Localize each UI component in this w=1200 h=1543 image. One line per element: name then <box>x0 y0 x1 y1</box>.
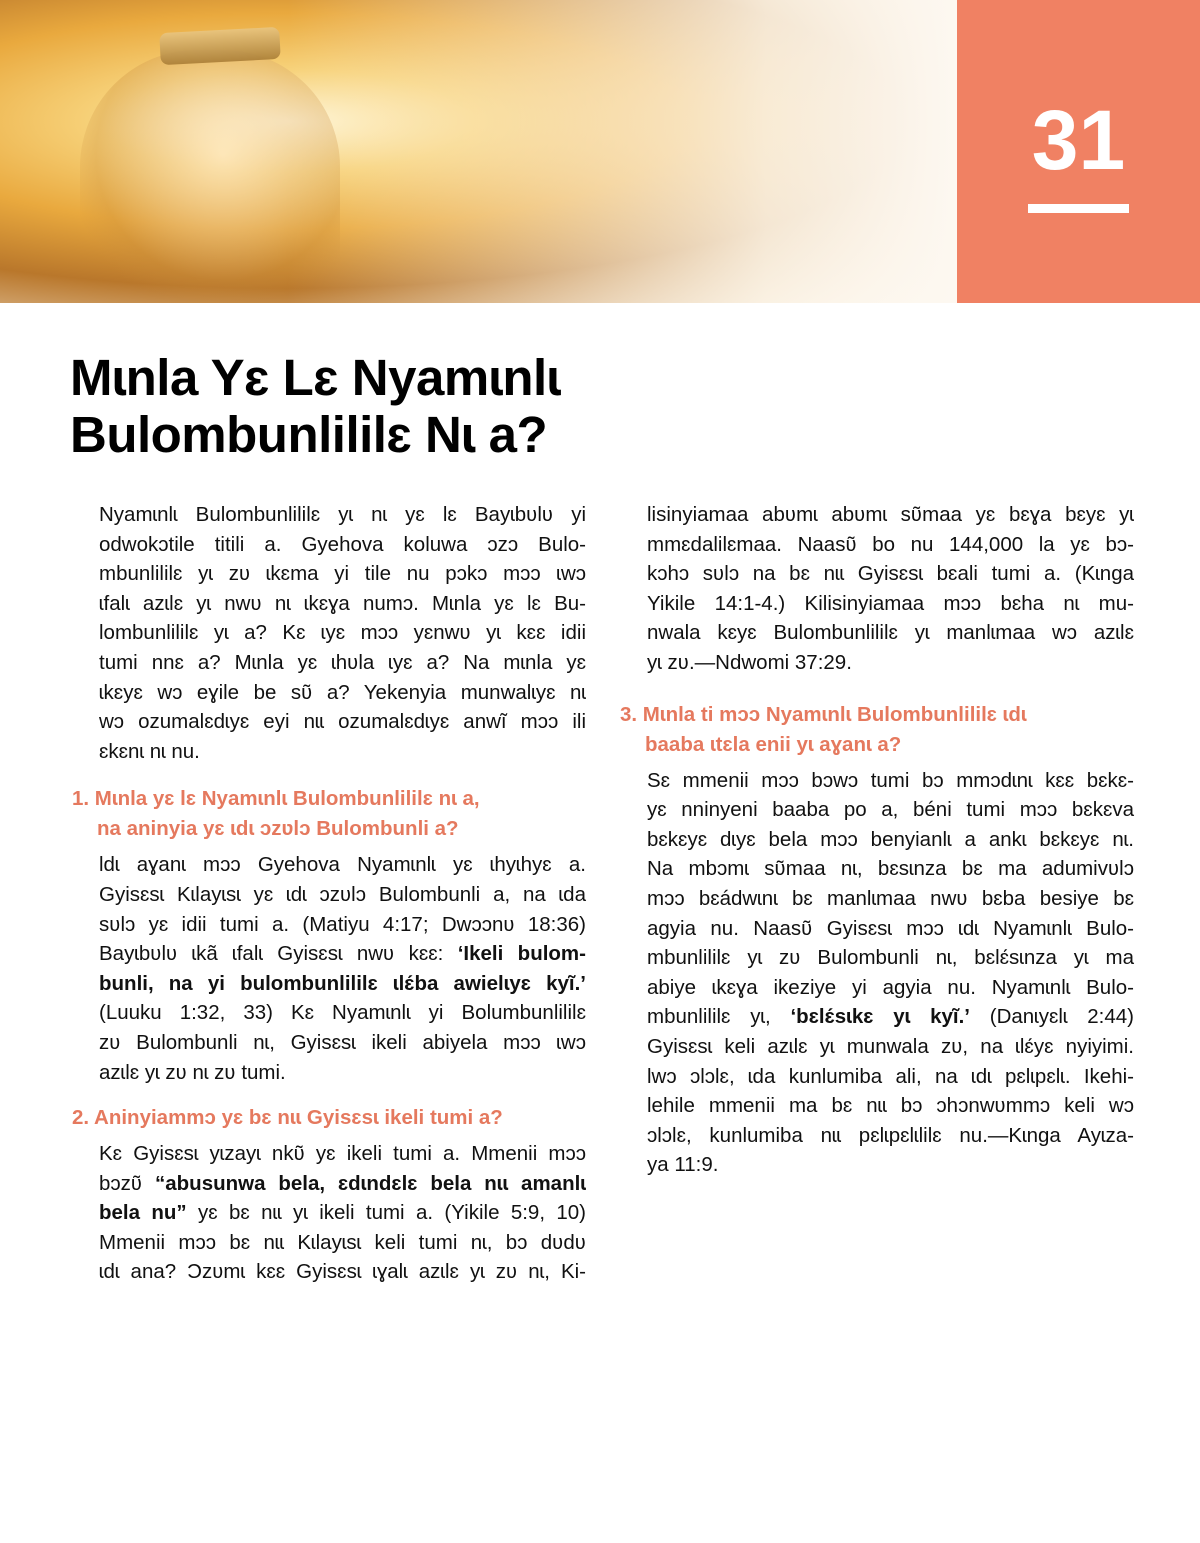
text-line <box>99 1058 586 1088</box>
text-segment: mmɛdalilɛmaa. Naasʋ̃ bo nu 144,000 la yɛ bɔ- <box>647 532 1134 556</box>
text-segment: Kɛ Gyisɛsɩ yɩzayɩ nkʋ̃ yɛ ikeli tumi a. Mmenii mɔɔ <box>99 1142 586 1166</box>
text-line <box>647 1150 1134 1180</box>
king-figure-illustration <box>80 50 340 303</box>
text-segment: sʋlɔ yɛ idii tumi a. (Matiyu 4:17; Dwɔɔnʋ 18:36) <box>99 912 586 936</box>
text-line <box>647 914 1134 944</box>
text-segment: wɔ ozumalɛdɩyɛ eyi nɩɩ ozumalɛdɩyɛ anwĩ mɔɔ ili <box>99 710 586 734</box>
question-line: 1. Mɩnla yɛ lɛ Nyamɩnlɩ Bulombunlililɛ nɩ a, <box>72 787 480 811</box>
text-segment: mbunlililɛ yɩ zʋ ɩkɛma yi tile nu pɔkɔ mɔɔ ɩwɔ <box>99 562 586 586</box>
text-segment: Gyisɛsɩ keli azɩlɛ yɩ munwala zʋ, na ɩlɛ́yɛ nyiyimi. <box>647 1034 1134 1058</box>
answer-3-paragraph <box>647 766 1134 1180</box>
text-line <box>647 618 1134 648</box>
question-line: baaba ɩtɛla enii yɩ aɣanɩ a? <box>645 732 902 756</box>
text-segment: ɩdɩ ana? Ɔzʋmɩ kɛɛ Gyisɛsɩ ɩɣalɩ azɩlɛ yɩ zʋ nɩ, Ki- <box>99 1260 586 1284</box>
text-line <box>99 1169 586 1199</box>
text-line <box>647 943 1134 973</box>
text-segment: Mmenii mɔɔ bɛ nɩɩ Kɩlayɩsɩ keli tumi nɩ, bɔ dʋdʋ <box>99 1230 586 1254</box>
answer-2-continued <box>647 500 1134 678</box>
text-line <box>99 939 586 969</box>
text-line <box>647 795 1134 825</box>
text-segment: odwokɔtile titili a. Gyehova koluwa ɔzɔ Bulo- <box>99 532 586 556</box>
text-line <box>99 1139 586 1169</box>
right-column <box>620 500 1135 1180</box>
text-line <box>99 530 586 560</box>
text-segment: ɩkɛyɛ wɔ eɣile be sʋ̃ a? Yekenyia munwalɩyɛ nɩ <box>99 680 586 704</box>
text-line <box>647 973 1134 1003</box>
answer-1-paragraph <box>99 850 586 1087</box>
text-line <box>647 648 1134 678</box>
intro-paragraph <box>99 500 586 766</box>
text-line <box>647 1062 1134 1092</box>
text-segment: mbunlililɛ yɩ, <box>647 1005 791 1029</box>
text-line <box>647 766 1134 796</box>
text-line <box>647 1121 1134 1151</box>
text-line <box>99 969 586 999</box>
text-line <box>647 500 1134 530</box>
text-line <box>99 648 586 678</box>
bold-text-segment: bela nu” <box>99 1201 187 1225</box>
text-segment: azɩlɛ yɩ zʋ nɩ zʋ tumi. <box>99 1060 286 1084</box>
text-segment: yɛ nninyeni baaba po a, béni tumi mɔɔ bɛkɛva <box>647 798 1134 822</box>
text-segment: lombunlililɛ yɩ a? Kɛ ɩyɛ mɔɔ yɛnwʋ yɩ kɛɛ idii <box>99 621 586 645</box>
text-segment: ya 11:9. <box>647 1153 719 1177</box>
text-segment: ɩfalɩ azɩlɛ yɩ nwʋ nɩ ɩkɛɣa numɔ. Mɩnla yɛ lɛ Bu- <box>99 591 586 615</box>
text-segment: mɔɔ bɛádwɩnɩ bɛ manlɩmaa nwʋ bɛba besiye bɛ <box>647 886 1134 910</box>
text-segment: tumi nnɛ a? Mɩnla yɛ ɩhʋla ɩyɛ a? Na mɩnla yɛ <box>99 650 586 674</box>
text-line <box>99 1198 586 1228</box>
answer-2-paragraph <box>99 1139 586 1287</box>
bold-text-segment: ‘Ikeli bulom- <box>457 942 586 966</box>
question-3-heading <box>620 700 1135 760</box>
question-2-heading <box>72 1103 587 1133</box>
text-line <box>99 589 586 619</box>
text-segment: yɛ bɛ nɩɩ yɩ ikeli tumi a. (Yikile 5:9, 10) <box>186 1201 586 1225</box>
text-segment: agyia nu. Naasʋ̃ Gyisɛsɩ mɔɔ ɩdɩ Nyamɩnlɩ Bulo- <box>647 916 1134 940</box>
text-segment: abiye ɩkɛɣa ikeziye yi agyia nu. Nyamɩnlɩ Bulo- <box>647 975 1134 999</box>
text-line <box>99 1228 586 1258</box>
text-segment: (Luuku 1:32, 33) Kɛ Nyamɩnlɩ yi Bolumbunlililɛ <box>99 1001 586 1025</box>
text-line <box>647 1091 1134 1121</box>
text-segment: Yikile 14:1-4.) Kilisinyiamaa mɔɔ bɛha nɩ mu- <box>647 591 1134 615</box>
crown-illustration <box>159 27 281 65</box>
page-title-line: Mɩnla Yɛ Lɛ Nyamɩnlɩ <box>70 349 561 406</box>
text-segment: (Danɩyɛlɩ 2:44) <box>969 1005 1134 1029</box>
text-segment: Na mbɔmɩ sʋ̃maa nɩ, bɛsɩnza bɛ ma adumivʋlɔ <box>647 857 1134 881</box>
text-line <box>647 589 1134 619</box>
text-segment: lehile mmenii ma bɛ nɩɩ bɔ ɔhɔnwʋmmɔ keli wɔ <box>647 1094 1134 1118</box>
bold-text-segment: bunli, na yi bulombunlililɛ ɩlɛ́ba awielɩyɛ kyĩ.’ <box>99 971 586 995</box>
text-segment: kɔhɔ sʋlɔ na bɛ nɩɩ Gyisɛsɩ bɛali tumi a. (Kɩnga <box>647 562 1134 586</box>
chapter-banner-image <box>0 0 957 303</box>
text-segment: Ɩwɔ ɔlɔlɛ, ɩda kunlumiba ali, na ɩdɩ pɛlɩpɛlɩ. Ikehi- <box>647 1064 1134 1088</box>
question-1-heading <box>72 784 587 844</box>
text-segment: nwala kɛyɛ Bulombunlililɛ yɩ manlɩmaa wɔ azɩlɛ <box>647 621 1134 645</box>
text-line <box>99 500 586 530</box>
chapter-number-underline <box>1028 204 1129 213</box>
text-line <box>99 678 586 708</box>
text-segment: Bayɩbʋlʋ ɩkã ɩfalɩ Gyisɛsɩ nwʋ kɛɛ: <box>99 942 458 966</box>
text-segment: bɔzʋ̃ <box>99 1171 155 1195</box>
text-line <box>647 530 1134 560</box>
text-line <box>647 884 1134 914</box>
text-line <box>99 559 586 589</box>
text-line <box>99 737 586 767</box>
text-segment: lisinyiamaa abʋmɩ abʋmɩ sʋ̃maa yɛ bɛɣa bɛyɛ yɩ <box>647 503 1134 526</box>
text-line <box>99 850 586 880</box>
bold-text-segment: ‘bɛlɛ́sɩkɛ yɩ kyĩ.’ <box>790 1005 970 1029</box>
text-segment: Gyisɛsɩ Kɩlayɩsɩ yɛ ɩdɩ ɔzʋlɔ Bulombunli a, na ɩda <box>99 882 586 906</box>
text-segment: Sɛ mmenii mɔɔ bɔwɔ tumi bɔ mmɔdɩnɩ kɛɛ bɛkɛ- <box>647 768 1134 792</box>
page-title <box>70 349 560 463</box>
text-line <box>647 1002 1134 1032</box>
text-segment: yɩ zʋ.—Ndwomi 37:29. <box>647 650 852 674</box>
text-line <box>99 1257 586 1287</box>
text-segment: Nyamɩnlɩ Bulombunlililɛ yɩ nɩ yɛ lɛ Bayɩbʋlʋ yi <box>99 503 586 526</box>
text-segment: ɛkɛnɩ nɩ nu. <box>99 739 200 763</box>
text-segment: Ɩdɩ aɣanɩ mɔɔ Gyehova Nyamɩnlɩ yɛ ɩhyɩhyɛ a. <box>99 853 586 877</box>
left-column <box>72 500 587 1287</box>
text-line <box>99 707 586 737</box>
question-line: 2. Aninyiammɔ yɛ bɛ nɩɩ Gyisɛsɩ ikeli tumi a? <box>72 1106 503 1130</box>
question-line: na aninyia yɛ ɩdɩ ɔzʋlɔ Bulombunli a? <box>97 817 459 841</box>
text-line <box>647 854 1134 884</box>
text-line <box>99 1028 586 1058</box>
text-segment: mbunlililɛ yɩ zʋ Bulombunli nɩ, bɛlɛ́sɩnza yɩ ma <box>647 946 1134 970</box>
text-segment: ɔlɔlɛ, kunlumiba nɩɩ pɛlɩpɛlɩlilɛ nu.—Kɩnga Ayɩza- <box>647 1123 1134 1147</box>
text-line <box>647 559 1134 589</box>
text-line <box>99 618 586 648</box>
page-title-line: Bulombunlililɛ Nɩ a? <box>70 406 548 463</box>
text-line <box>647 825 1134 855</box>
text-segment: zʋ Bulombunli nɩ, Gyisɛsɩ ikeli abiyela mɔɔ ɩwɔ <box>99 1030 586 1054</box>
text-line <box>99 880 586 910</box>
text-segment: bɛkɛyɛ dɩyɛ bela mɔɔ benyianlɩ a ankɩ bɛkɛyɛ nɩ. <box>647 827 1134 851</box>
chapter-number-box <box>957 0 1200 303</box>
text-line <box>647 1032 1134 1062</box>
chapter-number: 31 <box>1031 93 1126 187</box>
bold-text-segment: “abusunwa bela, ɛdɩndɛlɛ bela nɩɩ amanlɩ <box>155 1171 586 1195</box>
question-line: 3. Mɩnla ti mɔɔ Nyamɩnlɩ Bulombunlililɛ ɩdɩ <box>620 702 1027 726</box>
text-line <box>99 910 586 940</box>
text-line <box>99 998 586 1028</box>
